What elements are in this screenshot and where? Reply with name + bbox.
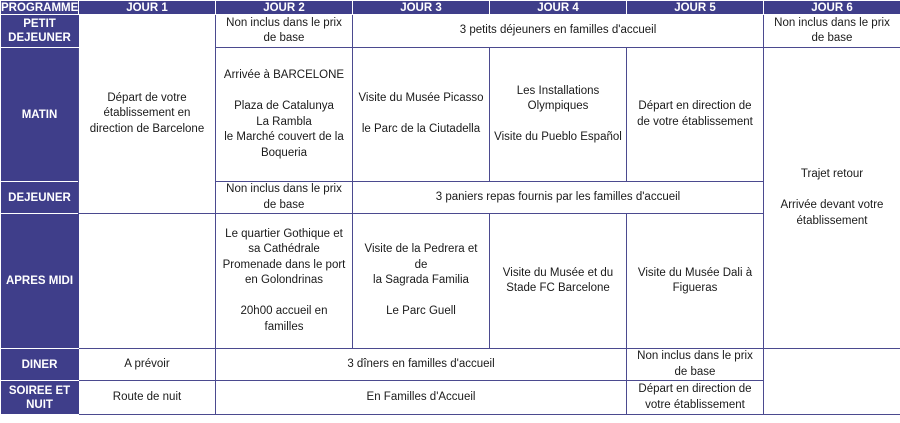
cell-pdj-jour3-5: 3 petits déjeuners en familles d'accueil (353, 15, 764, 48)
header-row (1, 1, 900, 15)
cell-am-jour4: Visite du Musée et du Stade FC Barcelone (490, 214, 627, 349)
cell-matin-jour3: Visite du Musée Picasso le Parc de la Ciutadella (353, 48, 490, 182)
cell-am-jour3: Visite de la Pedrera et de la Sagrada Familia Le Parc Guell (353, 214, 490, 349)
header-jour-6: JOUR 6 (764, 1, 900, 15)
header-jour-2: JOUR 2 (216, 1, 353, 15)
cell-jour1-merged: Départ de votre établissement en direction de Barcelone (79, 15, 216, 214)
header-programme: PROGRAMME (1, 1, 79, 14)
cell-dej-jour2: Non inclus dans le prix de base (216, 182, 353, 214)
cell-am-jour5: Visite du Musée Dali à Figueras (627, 214, 764, 349)
cell-matin-jour4: Les Installations Olympiques Visite du Pueblo Español (490, 48, 627, 182)
cell-matin-jour2: Arrivée à BARCELONE Plaza de Catalunya La Rambla le Marché couvert de la Boqueria (216, 48, 353, 182)
cell-matin-jour5: Départ en direction de de votre établissement (627, 48, 764, 182)
row-diner (1, 349, 900, 381)
cell-jour6-bottom-empty (764, 349, 900, 415)
header-jour-1: JOUR 1 (79, 1, 216, 15)
cell-dej-jour3-5: 3 paniers repas fournis par les familles d'accueil (353, 182, 764, 214)
row-label-diner: DINER (1, 349, 79, 381)
row-label-soiree-nuit: SOIREE ET NUIT (1, 381, 79, 415)
header-jour-3: JOUR 3 (353, 1, 490, 15)
cell-diner-jour5: Non inclus dans le prix de base (627, 349, 764, 381)
cell-am-jour1-empty (79, 214, 216, 349)
cell-jour6-merged: Trajet retour Arrivée devant votre établissement (764, 48, 900, 349)
cell-diner-jour1: A prévoir (79, 349, 216, 381)
cell-pdj-jour2: Non inclus dans le prix de base (216, 15, 353, 48)
cell-am-jour2: Le quartier Gothique et sa Cathédrale Promenade dans le port en Golondrinas 20h00 accueil en familles (216, 214, 353, 349)
cell-soir-jour2-4: En Familles d'Accueil (216, 381, 627, 415)
header-jour-4: JOUR 4 (490, 1, 627, 15)
row-label-matin: MATIN (1, 48, 79, 182)
row-label-dejeuner: DEJEUNER (1, 182, 79, 214)
cell-diner-jour2-4: 3 dîners en familles d'accueil (216, 349, 627, 381)
cell-soir-jour1: Route de nuit (79, 381, 216, 415)
cell-pdj-jour6: Non inclus dans le prix de base (764, 15, 900, 48)
row-label-apres-midi: APRES MIDI (1, 214, 79, 349)
cell-soir-jour5: Départ en direction de votre établissement (627, 381, 764, 415)
header-jour-5: JOUR 5 (627, 1, 764, 15)
row-label-petit-dejeuner: PETIT DEJEUNER (1, 15, 79, 48)
row-petit-dejeuner (1, 15, 900, 48)
